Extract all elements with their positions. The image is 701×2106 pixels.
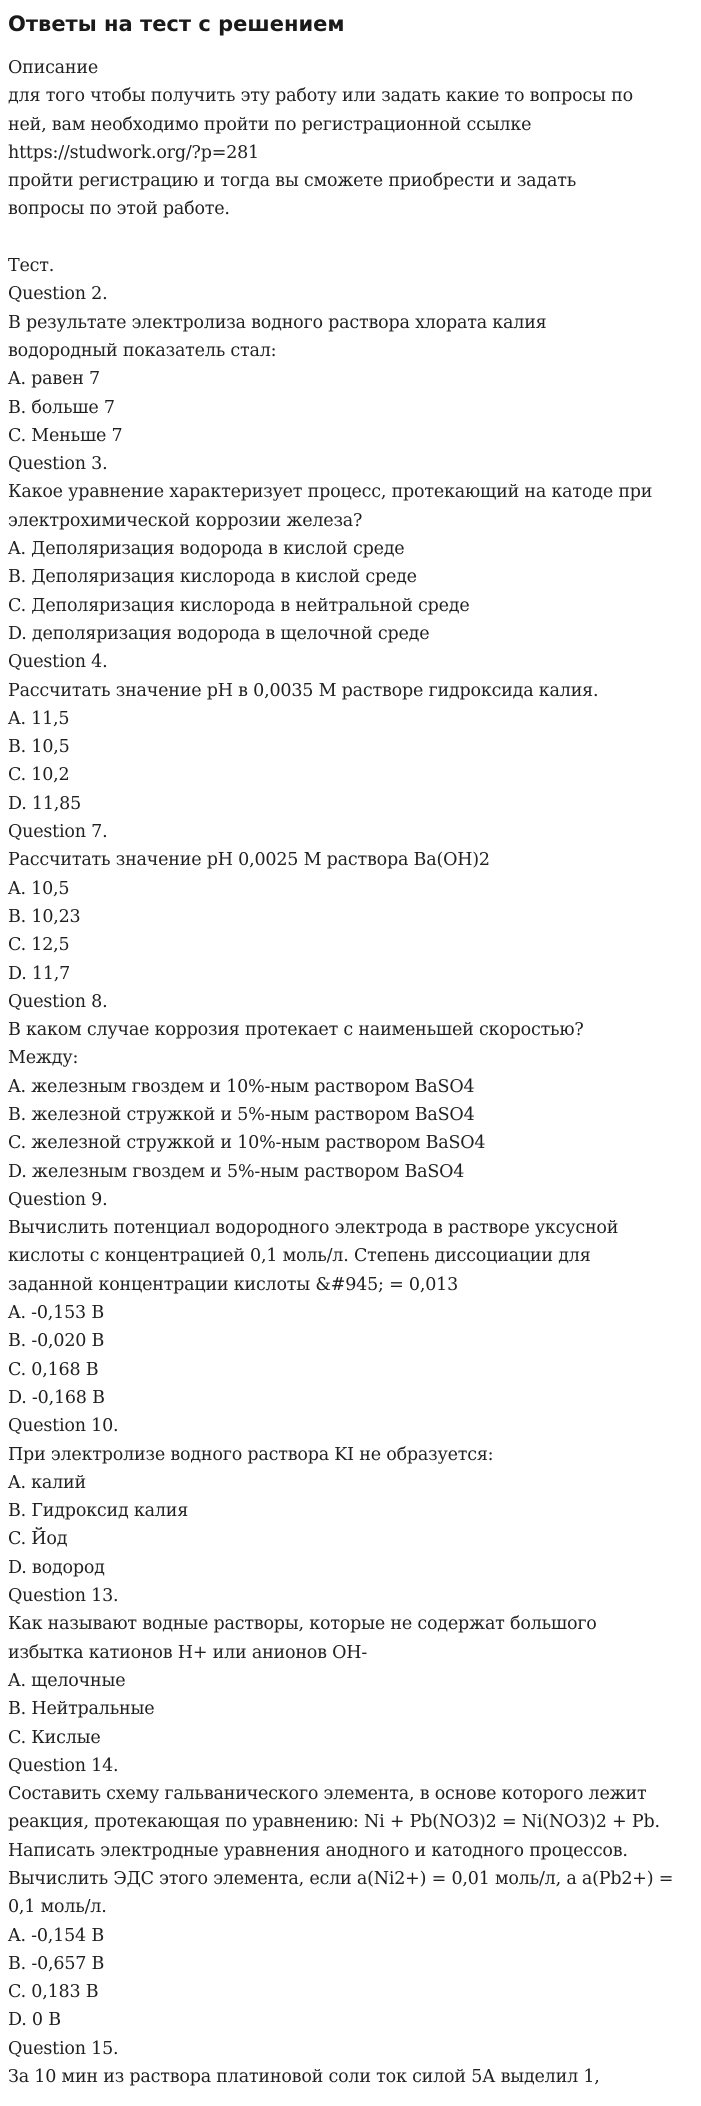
answer-option: A. -0,153 В (8, 1303, 104, 1324)
answer-option: D. 11,85 (8, 793, 82, 814)
text-line: электрохимической коррозии железа? (8, 510, 363, 531)
document-body (8, 54, 693, 2091)
text-line: Рассчитать значение рН 0,0025 М раствора Ba(OH)2 (8, 850, 490, 871)
text-line: За 10 мин из раствора платиновой соли ток силой 5А выделил 1, (8, 2067, 600, 2088)
question-number: Question 9. (8, 1189, 108, 1210)
answer-option: B. -0,657 В (8, 1953, 105, 1974)
answer-option: A. -0,154 В (8, 1925, 104, 1946)
answer-option: A. равен 7 (8, 369, 100, 390)
question-number: Question 13. (8, 1586, 119, 1607)
answer-option: B. Гидроксид калия (8, 1501, 189, 1522)
answer-option: D. 11,7 (8, 963, 71, 984)
text-line: избытка катионов Н+ или анионов ОН- (8, 1642, 368, 1663)
text-line: заданной концентрации кислоты &#945; = 0,013 (8, 1274, 459, 1295)
answer-option: B. Нейтральные (8, 1699, 155, 1720)
question-number: Question 3. (8, 454, 108, 475)
answer-option: D. 0 В (8, 2010, 61, 2031)
text-line: пройти регистрацию и тогда вы сможете приобрести и задать (8, 171, 577, 192)
answer-option: D. -0,168 В (8, 1387, 105, 1408)
answer-option: D. железным гвоздем и 5%-ным раствором BaSO4 (8, 1161, 465, 1182)
answer-option: C. Меньше 7 (8, 425, 123, 446)
question-number: Question 15. (8, 2038, 119, 2059)
answer-option: B. больше 7 (8, 397, 115, 418)
text-line: для того чтобы получить эту работу или задать какие то вопросы по (8, 86, 633, 107)
answer-option: C. железной стружкой и 10%-ным раствором BaSO4 (8, 1133, 486, 1154)
text-line: вопросы по этой работе. (8, 199, 230, 220)
answer-option: C. Йод (8, 1529, 68, 1550)
question-number: Question 7. (8, 822, 108, 843)
answer-option: D. деполяризация водорода в щелочной среде (8, 623, 430, 644)
text-line: При электролизе водного раствора KI не образуется: (8, 1444, 494, 1465)
answer-option: C. 10,2 (8, 765, 70, 786)
answer-option: C. 0,183 В (8, 1982, 99, 2003)
blank-line (8, 224, 693, 252)
text-line: Как называют водные растворы, которые не содержат большого (8, 1614, 597, 1635)
text-line: Вычислить ЭДС этого элемента, если a(Ni2+) = 0,01 моль/л, а a(Pb2+) = (8, 1869, 674, 1889)
answer-option: B. 10,5 (8, 737, 70, 758)
question-number: Question 2. (8, 284, 108, 305)
text-line: Написать электродные уравнения анодного и катодного процессов. (8, 1840, 628, 1861)
question-number: Question 4. (8, 652, 108, 673)
answer-option: A. щелочные (8, 1670, 126, 1691)
question-number: Question 8. (8, 991, 108, 1012)
text-line: Между: (8, 1048, 79, 1069)
answer-option: C. Деполяризация кислорода в нейтральной среде (8, 595, 470, 616)
answer-option: C. 12,5 (8, 935, 70, 956)
answer-option: D. водород (8, 1557, 105, 1578)
answer-option: A. железным гвоздем и 10%-ным раствором BaSO4 (8, 1076, 475, 1097)
answer-option: A. Деполяризация водорода в кислой среде (8, 539, 405, 560)
text-line: водородный показатель стал: (8, 340, 277, 361)
text-line: Рассчитать значение pH в 0,0035 М растворе гидроксида калия. (8, 680, 599, 701)
text-line: ней, вам необходимо пройти по регистрационной ссылке (8, 114, 532, 135)
answer-option: A. калий (8, 1472, 86, 1493)
answer-option: B. 10,23 (8, 906, 81, 927)
text-line: 0,1 моль/л. (8, 1897, 107, 1918)
question-number: Question 10. (8, 1416, 119, 1437)
text-line: В каком случае коррозия протекает с наименьшей скоростью? (8, 1020, 584, 1041)
text-line: Составить схему гальванического элемента, в основе которого лежит (8, 1784, 647, 1805)
text-line: В результате электролиза водного раствора хлората калия (8, 312, 547, 333)
answer-option: B. Деполяризация кислорода в кислой среде (8, 567, 417, 588)
text-line: кислоты с концентрацией 0,1 моль/л. Степень диссоциации для (8, 1246, 591, 1267)
registration-link[interactable]: https://studwork.org/?p=281 (8, 142, 259, 163)
page-title: Ответы на тест с решением (8, 12, 345, 36)
text-line: Вычислить потенциал водородного электрода в растворе уксусной (8, 1218, 619, 1239)
question-number: Question 14. (8, 1755, 119, 1776)
answer-option: B. -0,020 В (8, 1331, 105, 1352)
text-line: Описание (8, 58, 98, 78)
answer-option: C. 0,168 В (8, 1359, 99, 1380)
text-line: Тест. (8, 256, 55, 277)
answer-option: B. железной стружкой и 5%-ным раствором BaSO4 (8, 1104, 475, 1125)
text-line: Какое уравнение характеризует процесс, протекающий на катоде при (8, 482, 653, 503)
answer-option: A. 10,5 (8, 878, 70, 899)
text-line: реакция, протекающая по уравнению: Ni + Pb(NO3)2 = Ni(NO3)2 + Pb. (8, 1812, 660, 1833)
answer-option: A. 11,5 (8, 708, 70, 729)
answer-option: C. Кислые (8, 1727, 101, 1748)
